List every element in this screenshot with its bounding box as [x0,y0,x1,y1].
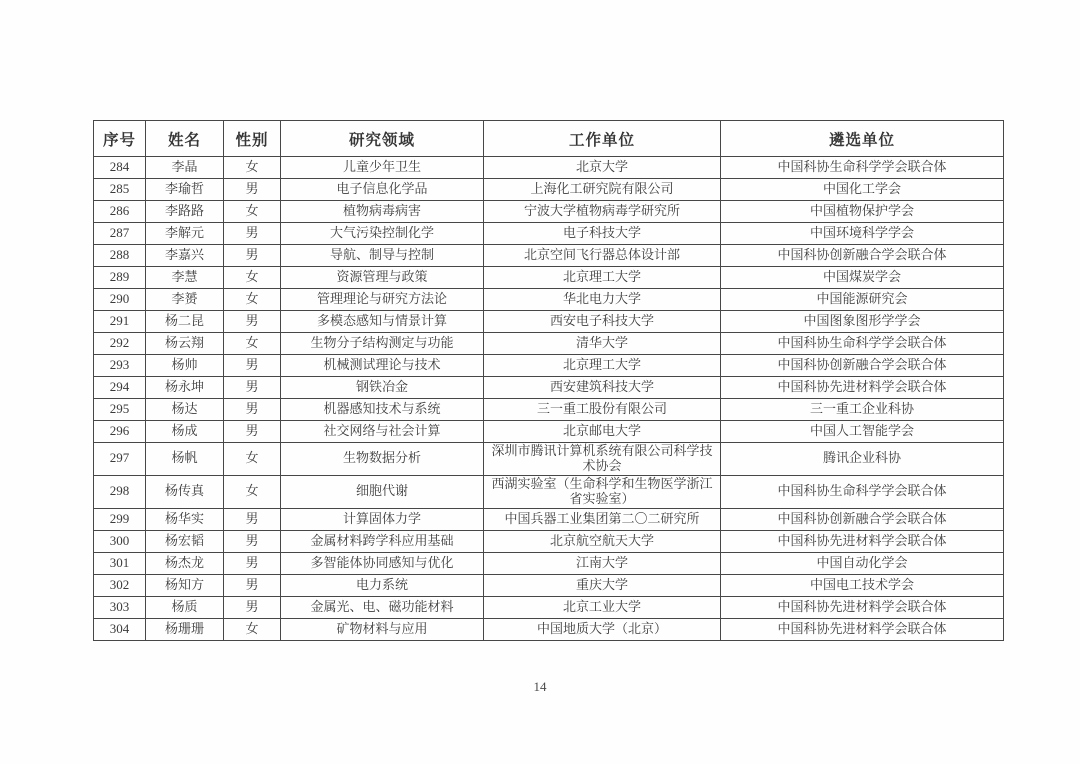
column-header-name: 姓名 [146,121,224,157]
cell-name: 杨二昆 [146,311,224,333]
cell-index: 294 [94,377,146,399]
table-row [94,552,1004,574]
cell-gender: 女 [224,475,281,508]
table-row [94,267,1004,289]
cell-index: 286 [94,201,146,223]
cell-selector: 中国科协创新融合学会联合体 [721,245,1004,267]
cell-gender: 女 [224,201,281,223]
column-header-field: 研究领域 [281,121,484,157]
cell-workplace: 北京邮电大学 [484,421,721,443]
cell-name: 杨云翔 [146,333,224,355]
cell-workplace: 江南大学 [484,552,721,574]
cell-workplace: 西湖实验室（生命科学和生物医学浙江省实验室） [484,475,721,508]
cell-index: 287 [94,223,146,245]
cell-field: 管理理论与研究方法论 [281,289,484,311]
table-row [94,399,1004,421]
cell-workplace: 北京航空航天大学 [484,530,721,552]
cell-index: 301 [94,552,146,574]
table-row [94,530,1004,552]
cell-workplace: 北京工业大学 [484,596,721,618]
cell-selector: 中国科协先进材料学会联合体 [721,377,1004,399]
cell-workplace: 三一重工股份有限公司 [484,399,721,421]
cell-index: 285 [94,179,146,201]
column-header-index: 序号 [94,121,146,157]
table-row [94,475,1004,508]
cell-field: 生物数据分析 [281,443,484,476]
table-row [94,377,1004,399]
cell-field: 导航、制导与控制 [281,245,484,267]
cell-field: 多智能体协同感知与优化 [281,552,484,574]
cell-index: 291 [94,311,146,333]
roster-table [93,120,1004,641]
cell-name: 李路路 [146,201,224,223]
cell-index: 289 [94,267,146,289]
cell-index: 298 [94,475,146,508]
cell-selector: 中国科协创新融合学会联合体 [721,508,1004,530]
cell-name: 杨宏韬 [146,530,224,552]
cell-gender: 男 [224,530,281,552]
cell-workplace: 深圳市腾讯计算机系统有限公司科学技术协会 [484,443,721,476]
table-row [94,289,1004,311]
cell-gender: 男 [224,223,281,245]
cell-name: 李瑜哲 [146,179,224,201]
cell-workplace: 北京理工大学 [484,355,721,377]
cell-gender: 女 [224,289,281,311]
cell-gender: 女 [224,333,281,355]
cell-gender: 女 [224,157,281,179]
table-row [94,574,1004,596]
cell-index: 304 [94,618,146,640]
cell-gender: 男 [224,421,281,443]
cell-field: 电力系统 [281,574,484,596]
cell-selector: 中国科协先进材料学会联合体 [721,530,1004,552]
cell-workplace: 中国兵器工业集团第二〇二研究所 [484,508,721,530]
cell-workplace: 西安电子科技大学 [484,311,721,333]
table-row [94,311,1004,333]
cell-name: 杨杰龙 [146,552,224,574]
cell-gender: 女 [224,618,281,640]
cell-workplace: 西安建筑科技大学 [484,377,721,399]
cell-gender: 男 [224,311,281,333]
cell-gender: 男 [224,552,281,574]
column-header-selector: 遴选单位 [721,121,1004,157]
cell-workplace: 北京大学 [484,157,721,179]
cell-field: 计算固体力学 [281,508,484,530]
cell-name: 杨知方 [146,574,224,596]
cell-workplace: 重庆大学 [484,574,721,596]
cell-selector: 中国自动化学会 [721,552,1004,574]
cell-field: 钢铁冶金 [281,377,484,399]
table-row [94,245,1004,267]
cell-index: 290 [94,289,146,311]
cell-selector: 中国人工智能学会 [721,421,1004,443]
cell-selector: 三一重工企业科协 [721,399,1004,421]
table-row [94,333,1004,355]
cell-selector: 腾讯企业科协 [721,443,1004,476]
cell-index: 299 [94,508,146,530]
cell-gender: 男 [224,245,281,267]
table-row [94,355,1004,377]
cell-selector: 中国煤炭学会 [721,267,1004,289]
table-row [94,618,1004,640]
cell-index: 295 [94,399,146,421]
cell-gender: 男 [224,179,281,201]
table-row [94,508,1004,530]
cell-selector: 中国科协先进材料学会联合体 [721,596,1004,618]
cell-field: 矿物材料与应用 [281,618,484,640]
cell-selector: 中国植物保护学会 [721,201,1004,223]
table-row [94,443,1004,476]
cell-selector: 中国科协生命科学学会联合体 [721,475,1004,508]
column-header-gender: 性别 [224,121,281,157]
cell-workplace: 中国地质大学（北京） [484,618,721,640]
cell-selector: 中国图象图形学学会 [721,311,1004,333]
cell-name: 李慧 [146,267,224,289]
cell-selector: 中国化工学会 [721,179,1004,201]
cell-index: 284 [94,157,146,179]
cell-workplace: 宁波大学植物病毒学研究所 [484,201,721,223]
cell-field: 儿童少年卫生 [281,157,484,179]
cell-workplace: 上海化工研究院有限公司 [484,179,721,201]
cell-index: 292 [94,333,146,355]
page-number: 14 [533,679,547,694]
cell-selector: 中国科协创新融合学会联合体 [721,355,1004,377]
column-header-workplace: 工作单位 [484,121,721,157]
cell-field: 机械测试理论与技术 [281,355,484,377]
cell-gender: 女 [224,443,281,476]
cell-name: 李解元 [146,223,224,245]
cell-field: 植物病毒病害 [281,201,484,223]
cell-name: 杨帆 [146,443,224,476]
cell-workplace: 北京空间飞行器总体设计部 [484,245,721,267]
cell-name: 杨达 [146,399,224,421]
cell-field: 金属材料跨学科应用基础 [281,530,484,552]
cell-gender: 男 [224,399,281,421]
cell-selector: 中国能源研究会 [721,289,1004,311]
cell-workplace: 电子科技大学 [484,223,721,245]
cell-workplace: 华北电力大学 [484,289,721,311]
cell-field: 电子信息化学品 [281,179,484,201]
cell-field: 机器感知技术与系统 [281,399,484,421]
table-row [94,179,1004,201]
cell-index: 300 [94,530,146,552]
cell-selector: 中国科协先进材料学会联合体 [721,618,1004,640]
cell-name: 李嘉兴 [146,245,224,267]
cell-workplace: 清华大学 [484,333,721,355]
cell-gender: 女 [224,267,281,289]
table-row [94,596,1004,618]
cell-index: 288 [94,245,146,267]
cell-selector: 中国环境科学学会 [721,223,1004,245]
cell-field: 生物分子结构测定与功能 [281,333,484,355]
cell-name: 杨成 [146,421,224,443]
cell-selector: 中国科协生命科学学会联合体 [721,157,1004,179]
cell-workplace: 北京理工大学 [484,267,721,289]
cell-field: 资源管理与政策 [281,267,484,289]
cell-gender: 男 [224,574,281,596]
cell-index: 303 [94,596,146,618]
table-row [94,223,1004,245]
cell-index: 293 [94,355,146,377]
cell-index: 296 [94,421,146,443]
cell-name: 杨质 [146,596,224,618]
table-row [94,157,1004,179]
cell-name: 李赟 [146,289,224,311]
cell-name: 杨华实 [146,508,224,530]
cell-field: 大气污染控制化学 [281,223,484,245]
cell-selector: 中国电工技术学会 [721,574,1004,596]
cell-selector: 中国科协生命科学学会联合体 [721,333,1004,355]
cell-name: 杨永坤 [146,377,224,399]
cell-field: 社交网络与社会计算 [281,421,484,443]
cell-name: 杨珊珊 [146,618,224,640]
table-row [94,201,1004,223]
cell-field: 多模态感知与情景计算 [281,311,484,333]
cell-index: 297 [94,443,146,476]
cell-field: 细胞代谢 [281,475,484,508]
table-header-row [94,121,1004,157]
table-row [94,421,1004,443]
cell-name: 杨传真 [146,475,224,508]
cell-gender: 男 [224,355,281,377]
cell-gender: 男 [224,508,281,530]
cell-name: 李晶 [146,157,224,179]
cell-gender: 男 [224,377,281,399]
cell-gender: 男 [224,596,281,618]
cell-name: 杨帅 [146,355,224,377]
cell-index: 302 [94,574,146,596]
cell-field: 金属光、电、磁功能材料 [281,596,484,618]
